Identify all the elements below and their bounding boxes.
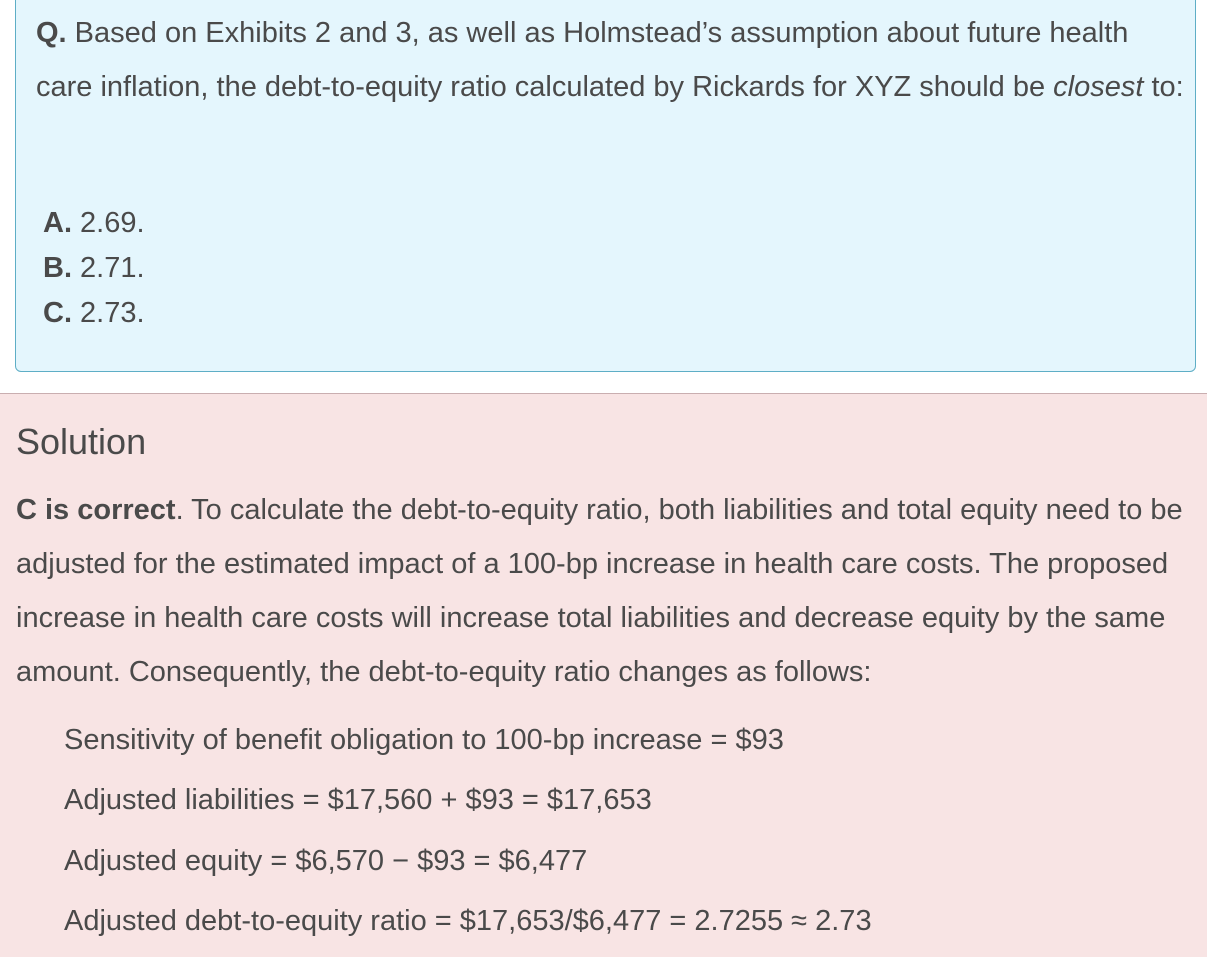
- choice-letter: C.: [43, 297, 72, 329]
- solution-panel: [0, 394, 1207, 957]
- choice-text: 2.73.: [72, 297, 145, 329]
- calculation-sensitivity: Sensitivity of benefit obligation to 100-bp increase = $93: [64, 724, 784, 756]
- calculation-adjusted-equity: Adjusted equity = $6,570 − $93 = $6,477: [64, 845, 588, 877]
- choice-c[interactable]: [43, 291, 145, 336]
- choice-text: 2.71.: [72, 252, 145, 284]
- question-label: Q.: [36, 17, 67, 49]
- calculation-adjusted-liabilities: Adjusted liabilities = $17,560 + $93 = $17,653: [64, 784, 652, 816]
- calculation-adjusted-ratio: Adjusted debt-to-equity ratio = $17,653/$6,477 = 2.7255 ≈ 2.73: [64, 905, 872, 937]
- question-text-part1: Based on Exhibits 2 and 3, as well as Holmstead’s assumption about future health care inflation, the debt-to-equity ratio calculated by Rickards for XYZ should be: [36, 17, 1129, 103]
- choice-text: 2.69.: [72, 207, 145, 239]
- question-text-part2: to:: [1143, 71, 1184, 103]
- solution-title: Solution: [16, 421, 147, 462]
- choice-letter: A.: [43, 207, 72, 239]
- question-card: [15, 0, 1196, 372]
- solution-verdict: C is correct: [16, 494, 176, 526]
- choice-letter: B.: [43, 252, 72, 284]
- question-emphasis: closest: [1053, 71, 1144, 103]
- choice-a[interactable]: [43, 201, 145, 246]
- answer-choices: [43, 201, 145, 336]
- question-text: [36, 6, 1186, 114]
- solution-explanation: [16, 483, 1196, 699]
- choice-b[interactable]: [43, 246, 145, 291]
- solution-explanation-text: . To calculate the debt-to-equity ratio, both liabilities and total equity need to be adjusted for the estimated impact of a 100-bp increase in health care costs. The proposed increase in health care costs will increase total liabilities and decrease equity by the same amount. Consequently, the debt-to-equity ratio changes as follows:: [16, 494, 1183, 688]
